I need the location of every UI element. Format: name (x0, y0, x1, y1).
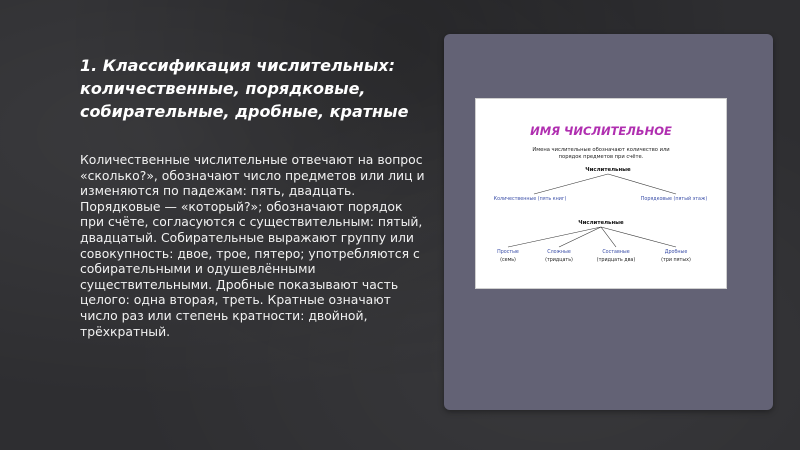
connector-left (534, 174, 608, 194)
diagram-node-numerals-2: Числительные (578, 220, 624, 226)
diagram-leaf-fractional: Дробные (664, 250, 688, 255)
connector-leaf4 (601, 227, 676, 247)
connector-leaf1 (508, 227, 601, 247)
numeral-diagram (476, 99, 726, 288)
diagram-heading: ИМЯ ЧИСЛИТЕЛЬНОЕ (530, 124, 672, 138)
diagram-leaf-compound-example: (тридцать два) (596, 258, 636, 263)
slide-title: 1. Классификация числительных: количественные, порядковые, собирательные, дробные, кратные (80, 56, 409, 121)
diagram-leaf-complex-example: (тридцать) (545, 258, 573, 263)
diagram-branch-ordinal: Порядковые (пятый этаж) (640, 197, 708, 202)
diagram-leaf-compound: Составные (602, 250, 630, 255)
slide-body-text: Количественные числительные отвечают на вопрос «сколько?», обозначают число предметов или лиц и изменяются по падежам: пять, двадцать. Порядковые — «который?»; обозначают порядок при счёте, согласуются с существительным: пятый, двадцатый. Собирательные выражают группу или совокупность: двое, трое, пятеро; употребляются с собирательными и одушевлёнными существительными. Дробные показывают часть целого: одна вторая, треть. Кратные означают число раз или степень кратности: двойной, трёхкратный. (80, 152, 425, 339)
diagram-leaf-fractional-example: (три пятых) (661, 258, 691, 263)
diagram-leaf-simple: Простые (497, 250, 519, 255)
diagram-definition-line1: Имена числительные обозначают количество или (532, 147, 670, 153)
diagram-leaf-simple-example: (семь) (500, 258, 516, 263)
diagram-branch-cardinal: Количественные (пять книг) (493, 197, 567, 202)
connector-right (608, 174, 676, 194)
diagram-node-numerals-1: Числительные (585, 167, 631, 173)
connector-leaf3 (601, 227, 616, 247)
connector-leaf2 (559, 227, 601, 247)
diagram-leaf-complex: Сложные (547, 250, 571, 255)
numeral-diagram-image (475, 98, 727, 289)
diagram-definition-line2: порядок предметов при счёте. (558, 154, 644, 160)
